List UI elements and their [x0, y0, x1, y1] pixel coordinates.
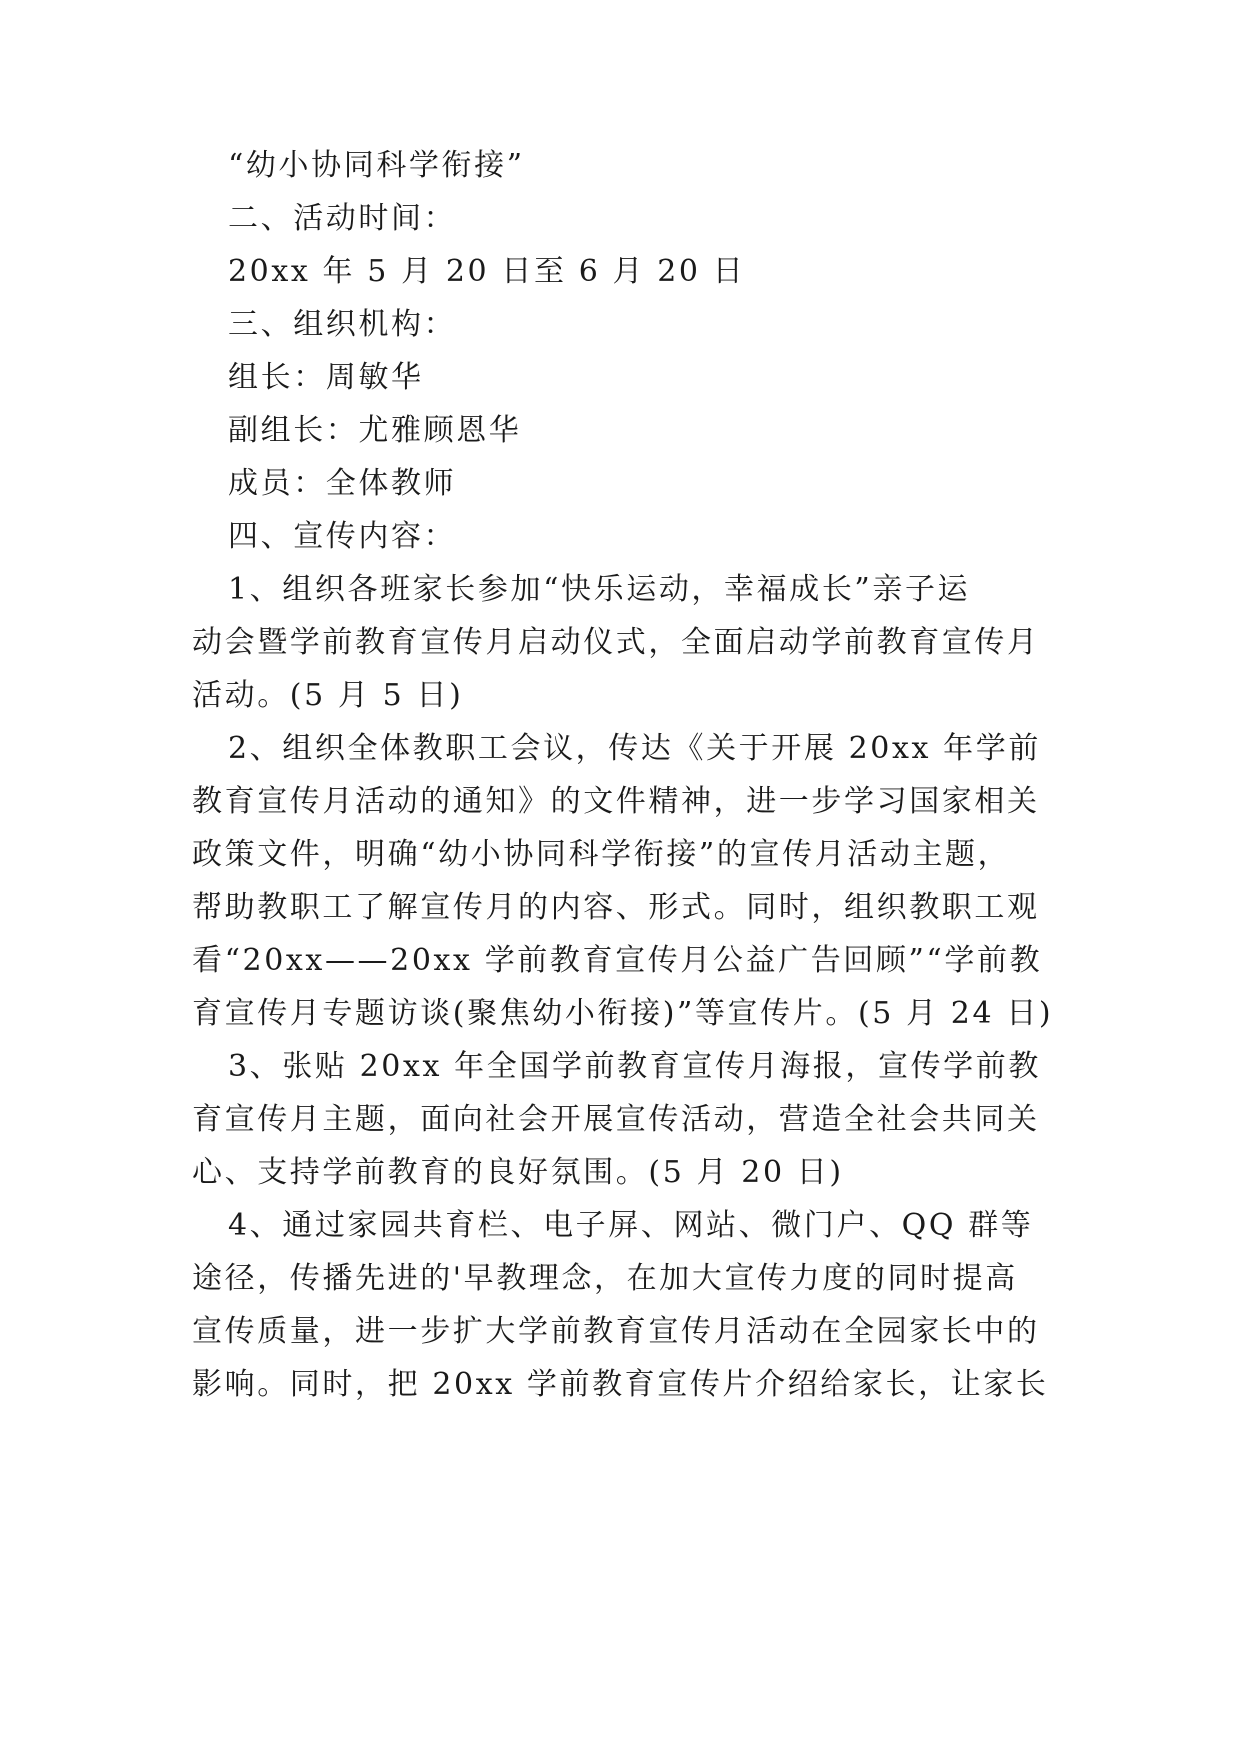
paragraph-line: 育宣传月专题访谈(聚焦幼小衔接)”等宣传片。(5 月 24 日) [192, 996, 1054, 1031]
paragraph-line: 教育宣传月活动的通知》的文件精神，进一步学习国家相关 [192, 784, 1040, 819]
paragraph-line: 育宣传月主题，面向社会开展宣传活动，营造全社会共同关 [192, 1102, 1040, 1137]
paragraph-line: 动会暨学前教育宣传月启动仪式，全面启动学前教育宣传月 [192, 625, 1040, 660]
paragraph-line: 3、张贴 20xx 年全国学前教育宣传月海报，宣传学前教 [228, 1049, 1041, 1084]
paragraph-line: 影响。同时，把 20xx 学前教育宣传片介绍给家长，让家长 [192, 1367, 1049, 1402]
paragraph-line: 心、支持学前教育的良好氛围。(5 月 20 日) [192, 1155, 844, 1190]
section-heading-content: 四、宣传内容： [228, 519, 457, 554]
section-heading-time: 二、活动时间： [228, 201, 457, 236]
paragraph-line: 2、组织全体教职工会议，传达《关于开展 20xx 年学前 [228, 731, 1041, 766]
paragraph-line: 宣传质量，进一步扩大学前教育宣传月活动在全园家长中的 [192, 1314, 1040, 1349]
theme-quote-line: “幼小协同科学衔接” [228, 148, 525, 183]
paragraph-line: 帮助教职工了解宣传月的内容、形式。同时，组织教职工观 [192, 890, 1040, 925]
deputy-leader-line: 副组长：尤雅顾恩华 [228, 413, 522, 448]
activity-date-line: 20xx 年 5 月 20 日至 6 月 20 日 [228, 254, 746, 289]
paragraph-line: 1、组织各班家长参加“快乐运动，幸福成长”亲子运 [228, 572, 971, 607]
section-heading-organization: 三、组织机构： [228, 307, 457, 342]
paragraph-line: 看“20xx——20xx 学前教育宣传月公益广告回顾”“学前教 [192, 943, 1043, 978]
leader-line: 组长：周敏华 [228, 360, 424, 395]
members-line: 成员：全体教师 [228, 466, 457, 501]
paragraph-line: 活动。(5 月 5 日) [192, 678, 464, 713]
paragraph-line: 4、通过家园共育栏、电子屏、网站、微门户、QQ 群等 [228, 1208, 1034, 1243]
paragraph-line: 途径，传播先进的'早教理念，在加大宣传力度的同时提高 [192, 1261, 1018, 1296]
paragraph-line: 政策文件，明确“幼小协同科学衔接”的宣传月活动主题， [192, 837, 1011, 872]
